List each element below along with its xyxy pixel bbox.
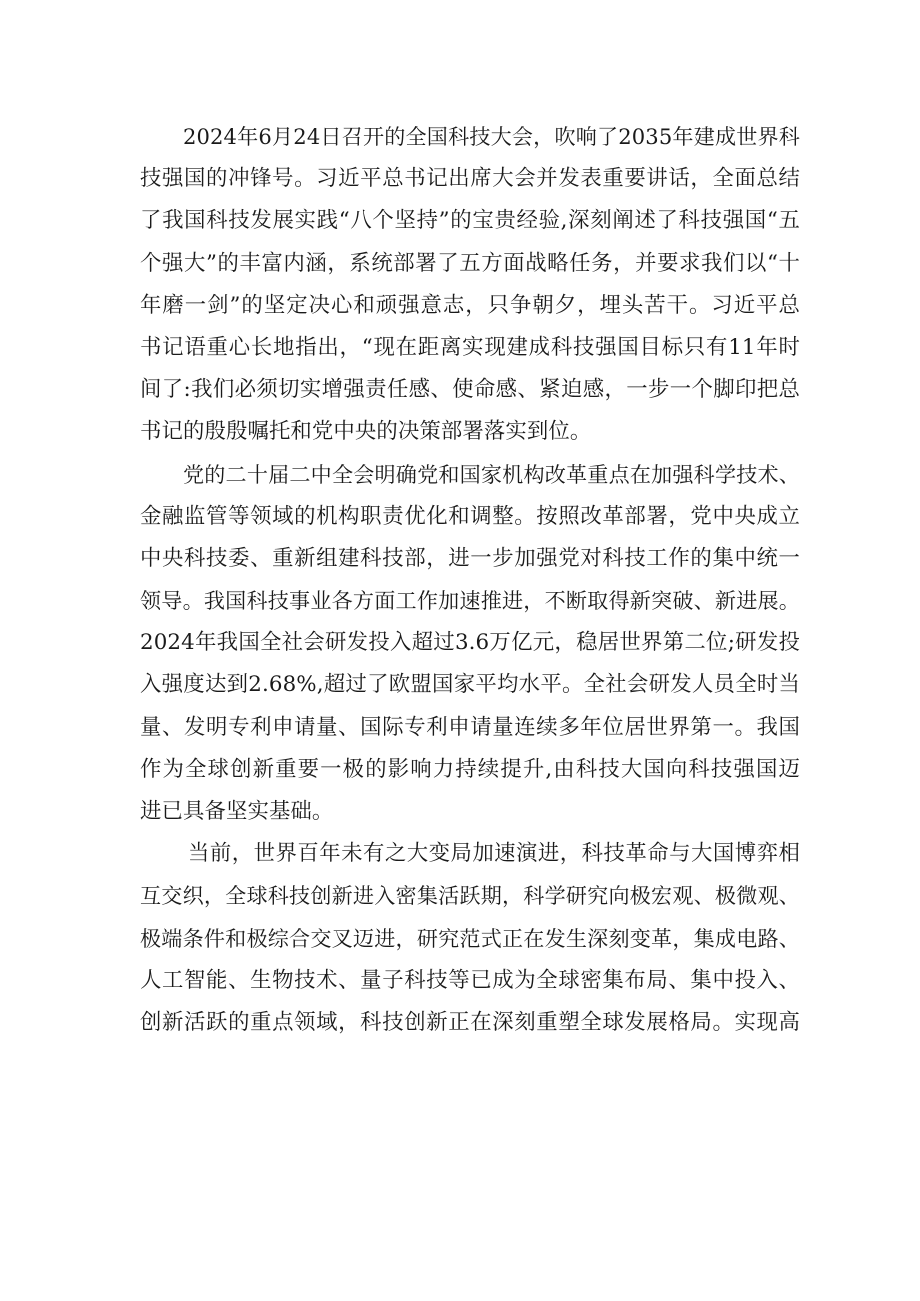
paragraph-3 xyxy=(140,833,800,1044)
paragraph-line: 书记的殷殷嘱托和党中央的决策部署落实到位。 xyxy=(140,419,592,445)
paragraph-line: 书记语重心长地指出，“现在距离实现建成科技强国目标只有11年时 xyxy=(140,334,800,360)
paragraph-line: 进已具备坚实基础。 xyxy=(140,799,334,824)
paragraph-line: 领导。我国科技事业各方面工作加速推进，不断取得新突破、新进展。 xyxy=(140,588,800,614)
paragraph-line: 极端条件和极综合交叉迈进，研究范式正在发生深刻变革，集成电路、 xyxy=(140,925,800,951)
paragraph-1 xyxy=(140,116,800,454)
paragraph-line: 创新活跃的重点领域，科技创新正在深刻重塑全球发展格局。实现高 xyxy=(140,1009,800,1035)
paragraph-line: 技强国的冲锋号。习近平总书记出席大会并发表重要讲话，全面总结 xyxy=(140,166,800,192)
paragraph-line: 当前，世界百年未有之大变局加速演进，科技革命与大国博弈相 xyxy=(188,841,800,867)
document-body xyxy=(140,116,800,1044)
paragraph-line: 金融监管等领域的机构职责优化和调整。按照改革部署，党中央成立 xyxy=(140,503,800,529)
paragraph-line: 互交织，全球科技创新进入密集活跃期，科学研究向极宏观、极微观、 xyxy=(140,883,800,909)
paragraph-line: 党的二十届二中全会明确党和国家机构改革重点在加强科学技术、 xyxy=(183,461,800,487)
paragraph-line: 人工智能、生物技术、量子科技等已成为全球密集布局、集中投入、 xyxy=(140,967,800,993)
paragraph-2 xyxy=(140,454,800,834)
paragraph-line: 2024年6月24日召开的全国科技大会，吹响了2035年建成世界科 xyxy=(183,124,800,149)
paragraph-line: 入强度达到2.68%,超过了欧盟国家平均水平。全社会研发人员全时当 xyxy=(140,672,800,698)
paragraph-line: 中央科技委、重新组建科技部，进一步加强党对科技工作的集中统一 xyxy=(140,545,800,571)
paragraph-line: 年磨一剑”的坚定决心和顽强意志，只争朝夕，埋头苦干。习近平总 xyxy=(140,292,800,318)
paragraph-line: 2024年我国全社会研发投入超过3.6万亿元，稳居世界第二位;研发投 xyxy=(140,630,800,656)
paragraph-line: 间了:我们必须切实增强责任感、使命感、紧迫感，一步一个脚印把总 xyxy=(140,377,800,403)
paragraph-line: 量、发明专利申请量、国际专利申请量连续多年位居世界第一。我国 xyxy=(140,714,800,740)
paragraph-line: 个强大”的丰富内涵，系统部署了五方面战略任务，并要求我们以“十 xyxy=(140,250,800,276)
paragraph-line: 作为全球创新重要一极的影响力持续提升,由科技大国向科技强国迈 xyxy=(140,756,800,782)
paragraph-line: 了我国科技发展实践“八个坚持”的宝贵经验,深刻阐述了科技强国“五 xyxy=(140,208,800,234)
